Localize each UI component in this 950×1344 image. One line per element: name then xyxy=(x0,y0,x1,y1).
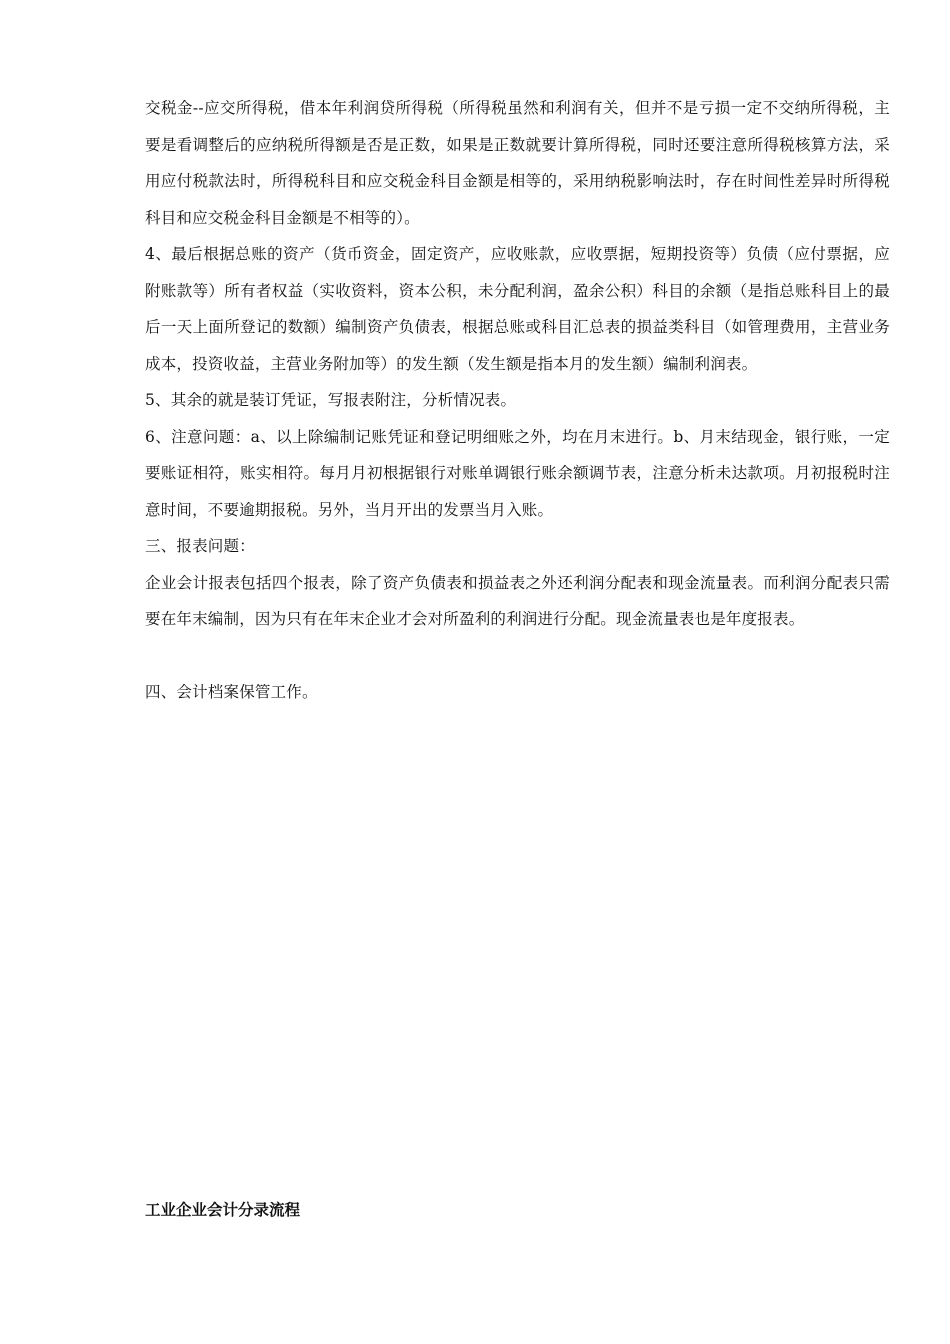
paragraph-step-6-notes: 6、注意问题：a、以上除编制记账凭证和登记明细账之外，均在月末进行。b、月末结现金，银行账，一定要账证相符，账实相符。每月月初根据银行对账单调银行账余额调节表，注意分析未达款项。月初报税时注意时间，不要逾期报税。另外，当月开出的发票当月入账。 xyxy=(145,427,890,519)
paragraph-step-4-statements: 4、最后根据总账的资产（货币资金，固定资产，应收账款，应收票据，短期投资等）负债（应付票据，应附账款等）所有者权益（实收资料，资本公积，未分配利润，盈余公积）科目的余额（是指总账科目上的最后一天上面所登记的数额）编制资产负债表，根据总账或科目汇总表的损益类科目（如管理费用，主营业务成本，投资收益，主营业务附加等）的发生额（发生额是指本月的发生额）编制利润表。 xyxy=(145,245,890,373)
document-body xyxy=(145,90,890,710)
paragraph-spacer xyxy=(145,638,890,674)
paragraph-report-types: 企业会计报表包括四个报表，除了资产负债表和损益表之外还利润分配表和现金流量表。而利润分配表只需要在年末编制，因为只有在年末企业才会对所盈利的利润进行分配。现金流量表也是年度报表。 xyxy=(145,573,890,628)
paragraph-step-5-binding: 5、其余的就是装订凭证，写报表附注，分析情况表。 xyxy=(145,391,517,409)
next-section-title: 工业企业会计分录流程 xyxy=(145,1201,301,1219)
section-heading-archive: 四、会计档案保管工作。 xyxy=(145,682,318,701)
paragraph-income-tax: 交税金--应交所得税，借本年利润贷所得税（所得税虽然和利润有关，但并不是亏损一定不交纳所得税，主要是看调整后的应纳税所得额是否是正数，如果是正数就要计算所得税，同时还要注意所得税核算方法，采用应付税款法时，所得税科目和应交税金科目金额是相等的，采用纳税影响法时，存在时间性差异时所得税科目和应交税金科目金额是不相等的）。 xyxy=(145,99,890,227)
section-heading-report-issues: 三、报表问题： xyxy=(145,537,255,555)
